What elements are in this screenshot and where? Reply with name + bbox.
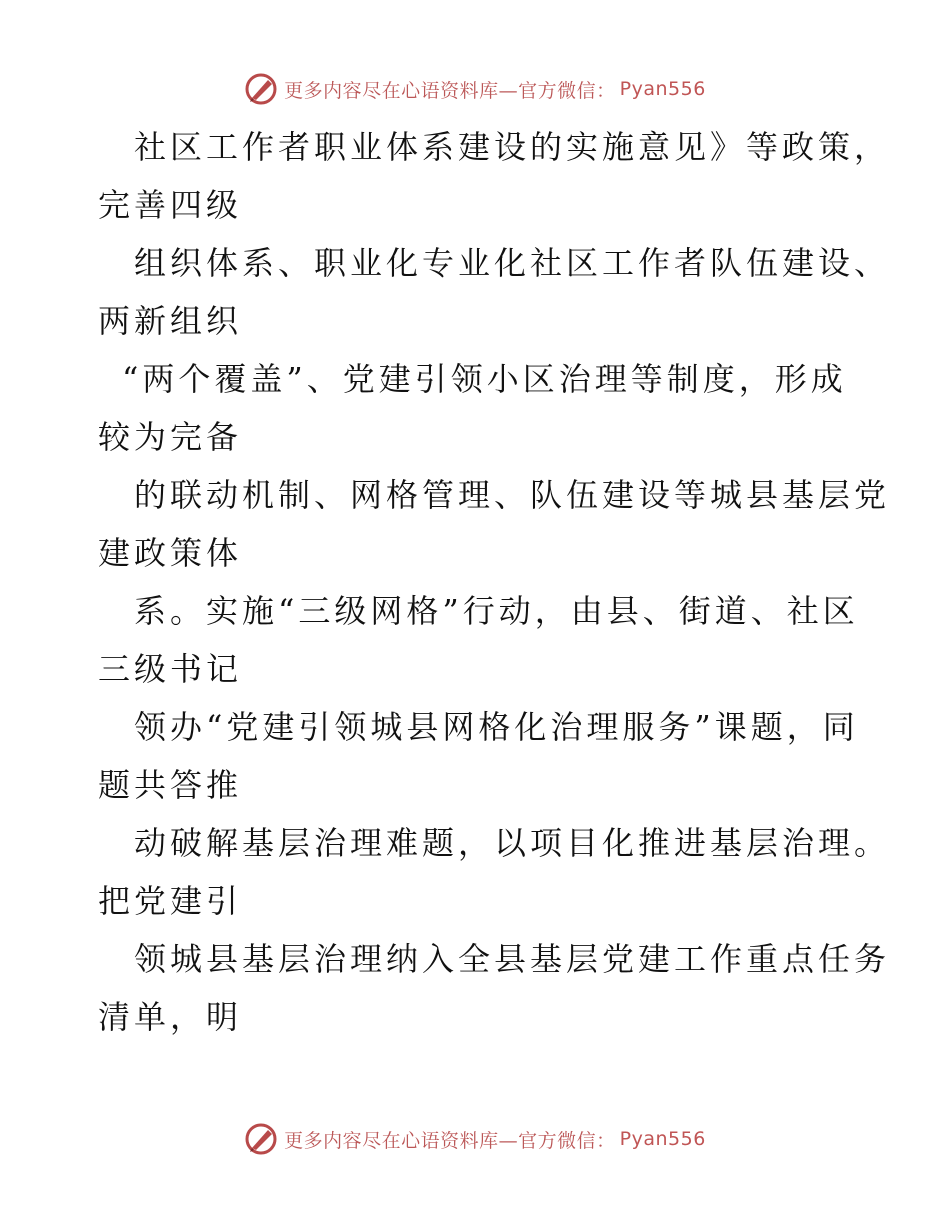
watermark-text: 更多内容尽在心语资料库—官方微信： [284, 1129, 616, 1152]
text-line: 动破解基层治理难题，以项目化推进基层治理。 [134, 824, 891, 862]
text-line: 题共答推 [98, 766, 243, 804]
text-line: 系。实施“三级网格”行动，由县、街道、社区 [134, 592, 859, 630]
watermark-id: Pyan556 [619, 78, 706, 100]
text-line: 两新组织 [98, 302, 243, 340]
text-line: 建政策体 [98, 534, 243, 572]
text-line: 社区工作者职业体系建设的实施意见》等政策， [134, 128, 891, 166]
pen-logo-icon [244, 1122, 278, 1156]
text-line: 较为完备 [98, 418, 243, 456]
text-line: 把党建引 [98, 882, 243, 920]
text-line: “两个覆盖”、党建引领小区治理等制度，形成 [122, 360, 847, 398]
watermark-text: 更多内容尽在心语资料库—官方微信： [284, 79, 616, 102]
text-line: 完善四级 [98, 186, 243, 224]
header-watermark [0, 72, 950, 106]
text-line: 领办“党建引领城县网格化治理服务”课题，同 [134, 708, 859, 746]
document-body [98, 118, 891, 1046]
text-line: 三级书记 [98, 650, 243, 688]
text-line: 的联动机制、网格管理、队伍建设等城县基层党 [134, 476, 891, 514]
footer-watermark [0, 1122, 950, 1156]
text-line: 领城县基层治理纳入全县基层党建工作重点任务 [134, 940, 891, 978]
text-line: 组织体系、职业化专业化社区工作者队伍建设、 [134, 244, 891, 282]
watermark-id: Pyan556 [619, 1128, 706, 1150]
text-line: 清单，明 [98, 998, 243, 1036]
pen-logo-icon [244, 72, 278, 106]
